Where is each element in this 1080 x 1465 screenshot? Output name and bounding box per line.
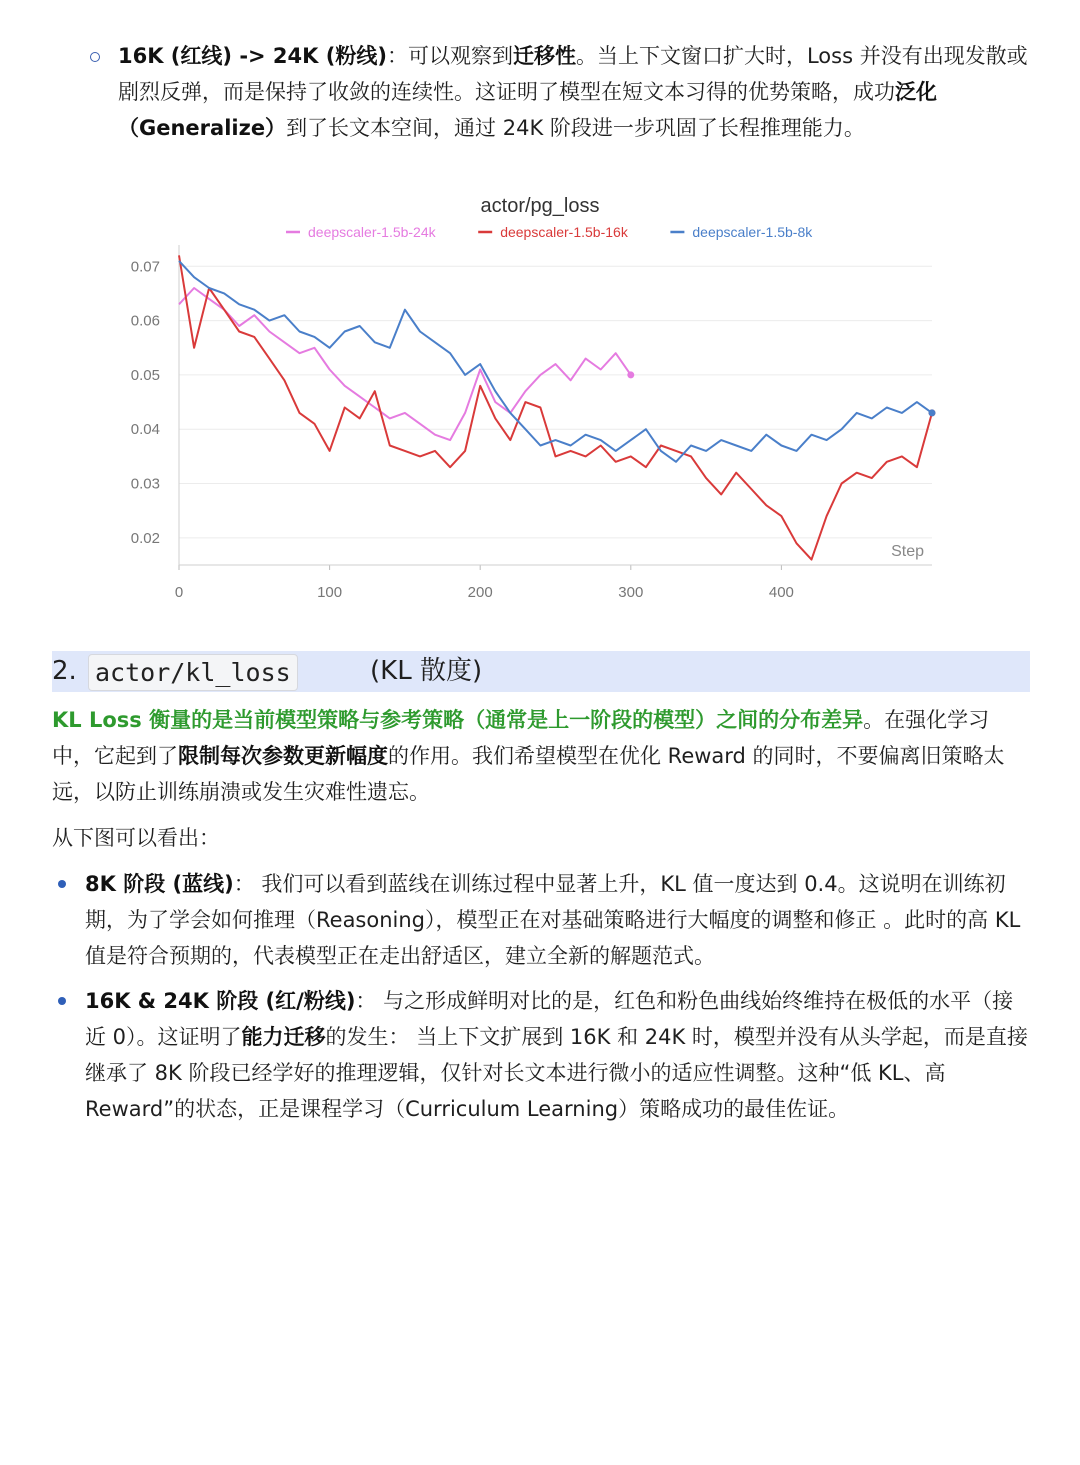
bullet-16k-24k [85,983,1030,1127]
x-tick-label: 300 [618,584,644,601]
text-run: 的作用。我们希望模型在优化 Reward 的同时，不要偏离旧策略太远，以防止训练崩溃或发生灾难性遗忘。 [52,744,1005,804]
x-axis-label: Step [891,543,924,560]
kl-intro-paragraph [52,702,1027,810]
hollow-bullet-icon [90,52,100,62]
bullet-lead: 16K (红线) -> 24K (粉线) [118,44,387,68]
bold-run: 能力迁移 [241,1025,326,1049]
bullet-lead: 8K 阶段 (蓝线) [85,872,234,896]
x-tick-label: 200 [467,584,493,601]
bullet-lead: 16K & 24K 阶段 (红/粉线) [85,989,356,1013]
series-line [179,261,932,462]
pg-loss-chart [0,185,1080,615]
text-run: ：可以观察到 [386,44,513,68]
text-run: 。在强化学习中，它起到了 [52,708,990,768]
bold-run: （Generalize） [118,116,287,140]
y-tick-label: 0.06 [130,312,160,330]
x-tick-label: 100 [317,584,343,601]
chart-svg [0,185,1080,615]
x-tick-label: 0 [174,584,184,601]
series-end-point [627,371,634,378]
bold-run: 限制每次参数更新幅度 [178,744,388,768]
y-tick-label: 0.02 [130,529,160,547]
bullet-dot-icon [58,880,66,888]
chart-title: actor/pg_loss [480,195,600,217]
bullet-8k [85,866,1030,974]
section-code: actor/kl_loss [88,654,298,691]
green-highlight: KL Loss 衡量的是当前模型策略与参考策略（通常是上一阶段的模型）之间的分布差异 [52,708,864,732]
bold-run: 迁移性 [512,44,576,68]
text-run: 的发生： 当上下文扩展到 16K 和 24K 时，模型并没有从头学起，而是直接继承了 8K 阶段已经学好的推理逻辑，仅针对长文本进行微小的适应性调整。这种“低 KL、高 Reward”的状态，正是课程学习（Curriculum Learning）策略成功的最佳佐证。 [85,1025,1028,1121]
y-tick-label: 0.03 [130,475,160,493]
legend-label: deepscaler-1.5b-24k [308,224,436,240]
x-tick-label: 400 [768,584,794,601]
bold-run: 泛化 [895,80,937,104]
text-run: ： 我们可以看到蓝线在训练过程中显著上升，KL 值一度达到 0.4。这说明在训练初期，为了学会如何推理（Reasoning），模型正在对基础策略进行大幅度的调整和修正 。此时的高 KL 值是符合预期的，代表模型正在走出舒适区，建立全新的解题范式。 [85,872,1021,968]
text-run: ： 与之形成鲜明对比的是，红色和粉色曲线始终维持在极低的水平（接近 0）。这证明了 [85,989,1014,1049]
section-title-rest: (KL 散度) [370,656,483,686]
transfer-bullet-text [118,38,1038,146]
series-end-point [929,409,936,416]
legend-label: deepscaler-1.5b-16k [500,224,628,240]
text-run: 到了长文本空间，通过 24K 阶段进一步巩固了长程推理能力。 [286,116,865,140]
section-heading [52,651,1030,692]
observe-line: 从下图可以看出： [52,826,220,850]
legend-label: deepscaler-1.5b-8k [692,224,813,240]
y-tick-label: 0.05 [130,366,160,384]
section-number: 2. [52,656,77,686]
y-tick-label: 0.04 [130,421,160,439]
series-line [179,255,932,559]
y-tick-label: 0.07 [130,258,160,276]
bullet-dot-icon [58,997,66,1005]
text-run: 。当上下文窗口扩大时，Loss 并没有出现发散或剧烈反弹，而是保持了收敛的连续性。这证明了模型在短文本习得的优势策略，成功 [118,44,1028,104]
